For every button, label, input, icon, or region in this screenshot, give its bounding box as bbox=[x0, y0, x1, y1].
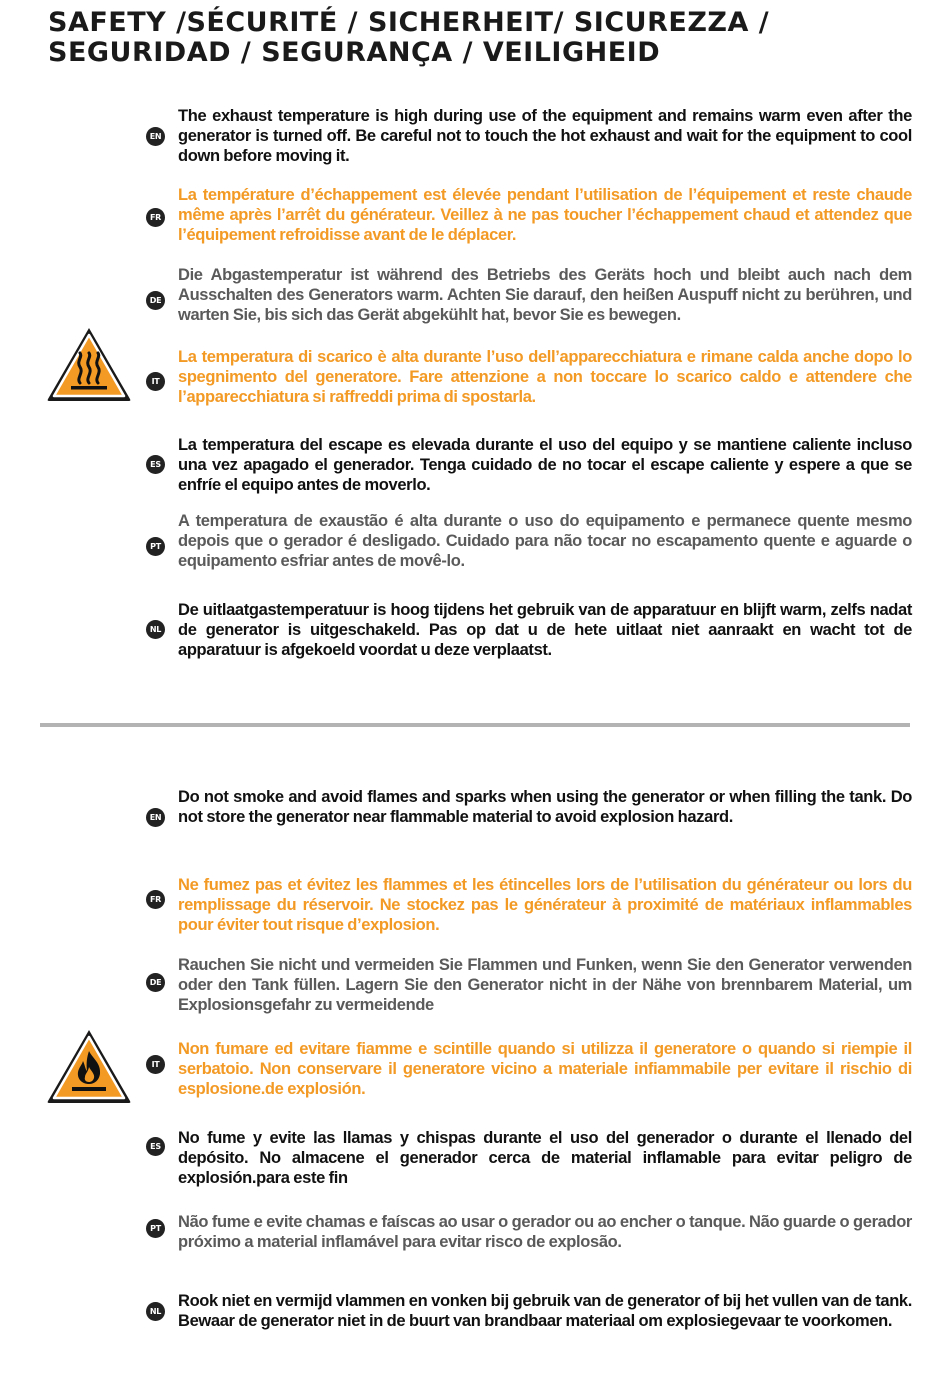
lang-badge-es-2: ES bbox=[146, 1137, 165, 1156]
flame-warning-de: Rauchen Sie nicht und vermeiden Sie Flammen und Funken, wenn Sie den Generator verwenden oder den Tank füllen. Lagern Sie den Generator nicht in der Nähe von brennbarem Material, um Explosionsgefahr zu vermeidende bbox=[178, 956, 912, 1014]
hot-warning-pt: A temperatura de exaustão é alta durante o uso do equipamento e permanece quente mesmo depois que o gerador é desligado. Cuidado para não tocar no escapamento quente e aguarde o equipamento esfriar antes de movê-lo. bbox=[178, 512, 912, 570]
hot-warning-fr: La température d’échappement est élevée pendant l’utilisation de l’équipement et reste chaude même après l’arrêt du générateur. Veillez à ne pas toucher l’échappement chaud et attendez que l’équipement refroidisse avant de le déplacer. bbox=[178, 186, 912, 244]
flame-warning-it: Non fumare ed evitare fiamme e scintille quando si utilizza il generatore o quando si riempie il serbatoio. Non conservare il generatore vicino a materiale infiammabile per evitare il rischio di esplosione.de explosión. bbox=[178, 1040, 912, 1098]
lang-badge-nl: NL bbox=[146, 620, 165, 639]
lang-badge-it: IT bbox=[146, 372, 165, 391]
hot-warning-en: The exhaust temperature is high during use of the equipment and remains warm even after the generator is turned off. Be careful not to touch the hot exhaust and wait for the equipment to cool down before moving it. bbox=[178, 107, 912, 165]
page-title bbox=[48, 8, 928, 68]
hot-warning-nl: De uitlaatgastemperatuur is hoog tijdens het gebruik van de apparatuur en blijft warm, zelfs nadat de generator is uitgeschakeld. Pas op dat u de hete uitlaat niet aanraakt en wacht tot de apparatuur is afgekoeld voordat u deze verplaatst. bbox=[178, 601, 912, 659]
lang-badge-pt: PT bbox=[146, 537, 165, 556]
lang-badge-es: ES bbox=[146, 455, 165, 474]
section-divider bbox=[40, 723, 910, 727]
flame-warning-pt: Não fume e evite chamas e faíscas ao usar o gerador ou ao encher o tanque. Não guarde o gerador próximo a material inflamável para evitar risco de explosão. bbox=[178, 1213, 912, 1251]
lang-badge-fr: FR bbox=[146, 208, 165, 227]
flammable-warning-icon bbox=[45, 1027, 133, 1105]
flame-warning-fr: Ne fumez pas et évitez les flammes et les étincelles lors de l’utilisation du générateur ou lors du remplissage du réservoir. Ne stockez pas le générateur à proximité de matériaux inflammables pour éviter tout risque d’explosion. bbox=[178, 876, 912, 934]
flame-warning-nl: Rook niet en vermijd vlammen en vonken bij gebruik van de generator of bij het vullen van de tank. Bewaar de generator niet in de buurt van brandbaar materiaal om explosiegevaar te voorkomen. bbox=[178, 1292, 912, 1330]
page-title-line-2: SEGURIDAD / SEGURANÇA / VEILIGHEID bbox=[48, 37, 661, 68]
hot-warning-it: La temperatura di scarico è alta durante l’uso dell’apparecchiatura e rimane calda anche dopo lo spegnimento del generatore. Fare attenzione a non toccare lo scarico caldo e attendere che l’apparecchiatura si raffreddi prima di spostarla. bbox=[178, 348, 912, 406]
lang-badge-de-2: DE bbox=[146, 973, 165, 992]
lang-badge-fr-2: FR bbox=[146, 890, 165, 909]
hot-surface-warning-icon bbox=[45, 325, 133, 403]
flame-warning-en: Do not smoke and avoid flames and sparks when using the generator or when filling the tank. Do not store the generator near flammable material to avoid explosion hazard. bbox=[178, 788, 912, 826]
hot-warning-es: La temperatura del escape es elevada durante el uso del equipo y se mantiene caliente incluso una vez apagado el generador. Tenga cuidado de no tocar el escape caliente y espere a que se enfríe el equipo antes de moverlo. bbox=[178, 436, 912, 494]
lang-badge-it-2: IT bbox=[146, 1055, 165, 1074]
lang-badge-en-2: EN bbox=[146, 808, 165, 827]
flame-warning-es: No fume y evite las llamas y chispas durante el uso del generador o durante el llenado del depósito. No almacene el generador cerca de material inflamable para evitar peligro de explosión.para este fin bbox=[178, 1129, 912, 1187]
page-title-line-1: SAFETY /SÉCURITÉ / SICHERHEIT/ SICUREZZA / bbox=[48, 7, 770, 38]
lang-badge-de: DE bbox=[146, 291, 165, 310]
lang-badge-nl-2: NL bbox=[146, 1302, 165, 1321]
hot-warning-de: Die Abgastemperatur ist während des Betriebs des Geräts hoch und bleibt auch nach dem Ausschalten des Generators warm. Achten Sie darauf, den heißen Auspuff nicht zu berühren, und warten Sie, bis sich das Gerät abgekühlt hat, bevor Sie es bewegen. bbox=[178, 266, 912, 324]
lang-badge-pt-2: PT bbox=[146, 1219, 165, 1238]
lang-badge-en: EN bbox=[146, 127, 165, 146]
